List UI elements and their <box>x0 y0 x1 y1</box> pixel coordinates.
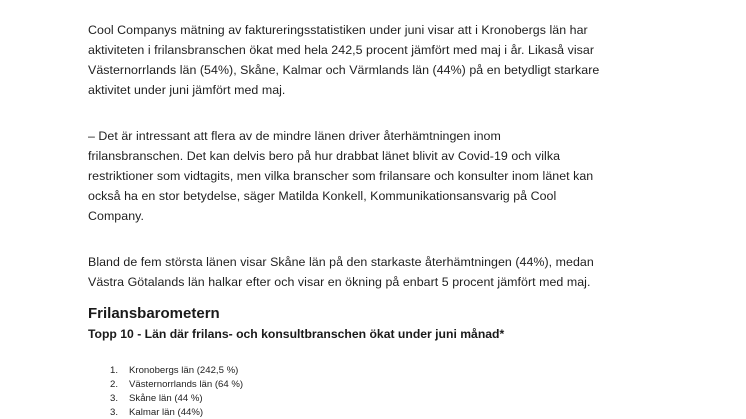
summary-paragraph <box>88 252 688 292</box>
paragraph-line: Cool Companys mätning av faktureringsstatistiken under juni visar att i Kronobergs län har <box>88 23 588 37</box>
list-item <box>110 378 243 392</box>
paragraph-line: frilansbranschen. Det kan delvis bero på hur drabbat länet blivit av Covid-19 och vilka <box>88 149 561 163</box>
section-title: Frilansbarometern <box>88 305 220 322</box>
list-item-label: Kalmar län (44%) <box>129 407 204 418</box>
top-list <box>110 364 243 419</box>
list-item-number: 1. <box>110 365 119 376</box>
list-item-label: Skåne län (44 %) <box>129 393 203 404</box>
paragraph-line: också ha en stor betydelse, säger Matilda Konkell, Kommunikationsansvarig på Cool <box>88 189 557 203</box>
list-item <box>110 392 243 406</box>
paragraph-line: Västernorrlands län (54%), Skåne, Kalmar och Värmlands län (44%) på en betydligt starkare <box>88 63 600 77</box>
list-item-number: 3. <box>110 393 119 404</box>
quote-paragraph <box>88 126 688 226</box>
list-item-number: 3. <box>110 407 119 418</box>
list-item-label: Kronobergs län (242,5 %) <box>129 365 239 376</box>
paragraph-line: aktiviteten i frilansbranschen ökat med hela 242,5 procent jämfört med maj i år. Likaså visar <box>88 43 595 57</box>
paragraph-line: aktivitet under juni jämfört med maj. <box>88 83 286 97</box>
paragraph-line: Company. <box>88 209 144 223</box>
paragraph-line: restriktioner som vidtagits, men vilka branscher som frilansare och konsulter inom länet kan <box>88 169 594 183</box>
list-item-number: 2. <box>110 379 119 390</box>
section-subtitle: Topp 10 - Län där frilans- och konsultbranschen ökat under juni månad* <box>88 327 505 341</box>
list-item <box>110 406 243 419</box>
paragraph-line: – Det är intressant att flera av de mindre länen driver återhämtningen inom <box>88 129 501 143</box>
paragraph-line: Västra Götalands län halkar efter och visar en ökning på enbart 5 procent jämfört med maj. <box>88 275 591 289</box>
list-item <box>110 364 243 378</box>
list-item-label: Västernorrlands län (64 %) <box>129 379 244 390</box>
paragraph-line: Bland de fem största länen visar Skåne län på den starkaste återhämtningen (44%), medan <box>88 255 594 269</box>
intro-paragraph <box>88 20 688 100</box>
